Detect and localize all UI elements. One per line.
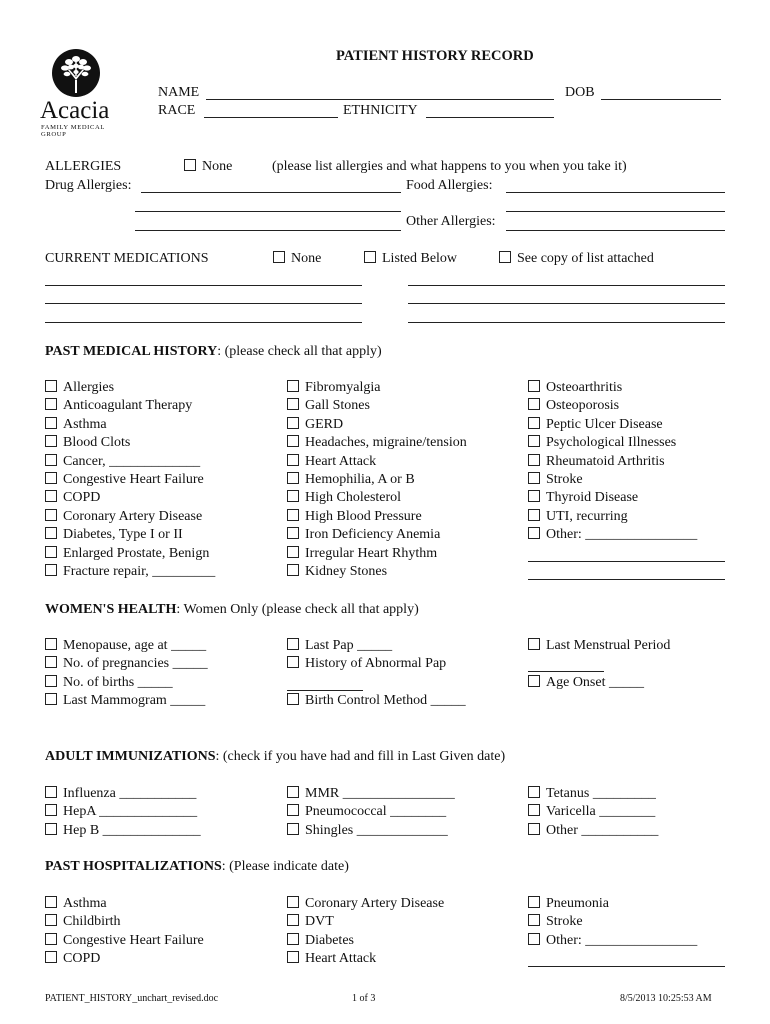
immunization-item[interactable] — [528, 822, 658, 840]
immunizations-column-3 — [528, 785, 658, 840]
immunization-item[interactable] — [287, 785, 455, 803]
checkbox[interactable] — [287, 546, 299, 558]
immunizations-column-2 — [287, 785, 455, 840]
pmh-item[interactable] — [287, 508, 467, 526]
checkbox[interactable] — [287, 490, 299, 502]
immunization-item[interactable] — [45, 822, 201, 840]
checkbox[interactable] — [273, 251, 285, 263]
item-label: MMR ________________ — [305, 786, 455, 801]
item-label: History of Abnormal Pap — [305, 656, 447, 672]
item-label: Anticoagulant Therapy — [63, 398, 193, 414]
checkbox[interactable] — [528, 638, 540, 650]
footer-filename: PATIENT_HISTORY_unchart_revised.doc — [45, 993, 219, 1004]
checkbox[interactable] — [45, 656, 57, 668]
pmh-item[interactable] — [287, 416, 467, 434]
pmh-item[interactable] — [287, 545, 467, 563]
logo-subtitle: FAMILY MEDICAL GROUP — [41, 124, 105, 138]
pmh-item[interactable] — [528, 489, 697, 507]
item-label: Heart Attack — [305, 453, 377, 469]
womens-item[interactable] — [287, 655, 446, 673]
item-label: Asthma — [63, 896, 107, 911]
option-label: None — [202, 159, 233, 174]
checkbox[interactable] — [528, 527, 540, 539]
item-label: Last Menstrual Period — [546, 638, 671, 653]
pmh-note: : (please check all that apply) — [217, 344, 382, 359]
allergies-heading: ALLERGIES — [45, 159, 122, 174]
item-label: Psychological Illnesses — [546, 435, 677, 451]
item-label: Diabetes — [305, 932, 354, 948]
name-field[interactable] — [206, 99, 554, 100]
womens-heading-row — [45, 601, 419, 619]
checkbox[interactable] — [528, 435, 540, 447]
checkbox[interactable] — [287, 693, 299, 705]
womens-column-2 — [287, 637, 446, 674]
item-label: Age Onset _____ — [546, 675, 644, 690]
checkbox[interactable] — [528, 472, 540, 484]
dob-field[interactable] — [601, 99, 721, 100]
option-label: Listed Below — [382, 251, 458, 266]
item-label: Tetanus _________ — [546, 786, 656, 801]
item-label: Cancer, _____________ — [63, 453, 201, 469]
item-label: Birth Control Method _____ — [305, 693, 466, 708]
ethnicity-label: ETHNICITY — [343, 103, 418, 118]
checkbox[interactable] — [184, 159, 196, 171]
item-label: Blood Clots — [63, 435, 131, 451]
pmh-item[interactable] — [528, 453, 697, 471]
immunization-item[interactable] — [528, 803, 658, 821]
checkbox[interactable] — [528, 804, 540, 816]
checkbox[interactable] — [287, 398, 299, 410]
last-period-date-line[interactable] — [528, 671, 604, 672]
item-label: Osteoarthritis — [546, 380, 623, 395]
hospitalizations-heading-row — [45, 858, 349, 876]
checkbox[interactable] — [45, 435, 57, 447]
checkbox[interactable] — [45, 546, 57, 558]
item-label: Last Mammogram _____ — [63, 693, 206, 709]
drug-allergies-label: Drug Allergies: — [45, 178, 132, 193]
drug-allergies-line-2[interactable] — [135, 211, 401, 212]
pmh-item[interactable] — [45, 453, 215, 471]
item-label: DVT — [305, 914, 334, 930]
item-label: No. of pregnancies _____ — [63, 656, 208, 672]
checkbox[interactable] — [528, 398, 540, 410]
pmh-heading-row — [45, 343, 382, 361]
pmh-item[interactable] — [287, 379, 467, 397]
checkbox[interactable] — [45, 490, 57, 502]
item-label: Gall Stones — [305, 398, 370, 414]
checkbox[interactable] — [528, 896, 540, 908]
hospitalization-item[interactable] — [287, 913, 444, 931]
other-allergies-label: Other Allergies: — [406, 214, 496, 229]
checkbox[interactable] — [45, 454, 57, 466]
immunization-item[interactable] — [287, 803, 455, 821]
pmh-item[interactable] — [287, 434, 467, 452]
item-label: Congestive Heart Failure — [63, 932, 204, 948]
immunization-item[interactable] — [287, 822, 455, 840]
checkbox[interactable] — [364, 251, 376, 263]
hospitalization-item[interactable] — [528, 932, 697, 950]
item-label: Irregular Heart Rhythm — [305, 545, 438, 561]
checkbox[interactable] — [528, 380, 540, 392]
pmh-item[interactable] — [45, 397, 215, 415]
item-label: Other: ________________ — [546, 932, 698, 948]
race-field[interactable] — [204, 117, 338, 118]
item-label: Varicella ________ — [546, 804, 656, 820]
hospitalizations-note: : (Please indicate date) — [221, 859, 349, 874]
checkbox[interactable] — [45, 933, 57, 945]
acacia-tree-icon — [38, 48, 123, 100]
checkbox[interactable] — [45, 527, 57, 539]
allergies-note: (please list allergies and what happens to you when you take it) — [272, 159, 627, 174]
item-label: Kidney Stones — [305, 564, 388, 580]
item-label: COPD — [63, 951, 101, 967]
pmh-item[interactable] — [45, 471, 215, 489]
item-label: Headaches, migraine/tension — [305, 435, 467, 451]
checkbox[interactable] — [287, 804, 299, 816]
pmh-item[interactable] — [528, 379, 697, 397]
checkbox[interactable] — [45, 914, 57, 926]
checkbox[interactable] — [528, 786, 540, 798]
checkbox[interactable] — [287, 823, 299, 835]
item-label: High Cholesterol — [305, 490, 402, 506]
checkbox[interactable] — [45, 417, 57, 429]
checkbox[interactable] — [45, 472, 57, 484]
immunizations-heading: ADULT IMMUNIZATIONS — [45, 749, 216, 764]
pmh-item[interactable] — [45, 545, 215, 563]
medications-none-option[interactable] — [273, 250, 321, 268]
allergies-none-option[interactable] — [184, 158, 232, 176]
item-label: Hep B ______________ — [63, 822, 201, 838]
checkbox[interactable] — [287, 435, 299, 447]
hospitalization-item[interactable] — [45, 913, 204, 931]
hospitalization-item[interactable] — [287, 950, 444, 968]
pmh-item[interactable] — [528, 508, 697, 526]
food-allergies-line-2[interactable] — [506, 211, 725, 212]
checkbox[interactable] — [528, 823, 540, 835]
pmh-item[interactable] — [287, 453, 467, 471]
pmh-item[interactable] — [287, 471, 467, 489]
item-label: Coronary Artery Disease — [305, 896, 445, 911]
hospitalization-item[interactable] — [45, 932, 204, 950]
immunization-item[interactable] — [45, 803, 201, 821]
checkbox[interactable] — [287, 509, 299, 521]
item-label: HepA ______________ — [63, 804, 198, 820]
checkbox[interactable] — [45, 398, 57, 410]
pmh-item[interactable] — [45, 489, 215, 507]
pmh-item[interactable] — [287, 397, 467, 415]
item-label: Hemophilia, A or B — [305, 472, 415, 488]
checkbox[interactable] — [45, 786, 57, 798]
hospitalization-item[interactable] — [287, 895, 444, 913]
checkbox[interactable] — [528, 914, 540, 926]
other-allergies-line[interactable] — [506, 230, 725, 231]
medications-copy-option[interactable] — [499, 250, 654, 268]
item-label: Menopause, age at _____ — [63, 638, 207, 653]
pmh-column-2 — [287, 379, 467, 581]
hospitalization-item[interactable] — [528, 913, 697, 931]
item-label: Thyroid Disease — [546, 490, 639, 506]
checkbox[interactable] — [287, 527, 299, 539]
checkbox[interactable] — [45, 693, 57, 705]
checkbox[interactable] — [287, 914, 299, 926]
item-label: Other ___________ — [546, 822, 659, 838]
checkbox[interactable] — [45, 896, 57, 908]
item-label: Coronary Artery Disease — [63, 508, 203, 524]
hospitalizations-heading: PAST HOSPITALIZATIONS — [45, 859, 222, 874]
checkbox[interactable] — [287, 656, 299, 668]
pmh-item[interactable] — [45, 526, 215, 544]
item-label: Shingles _____________ — [305, 822, 448, 838]
food-allergies-label: Food Allergies: — [406, 178, 493, 193]
item-label: Stroke — [546, 914, 583, 930]
checkbox[interactable] — [287, 951, 299, 963]
checkbox[interactable] — [287, 380, 299, 392]
medications-heading: CURRENT MEDICATIONS — [45, 251, 209, 266]
pmh-item[interactable] — [287, 563, 467, 581]
hospitalization-item[interactable] — [528, 895, 697, 913]
footer-page-number: 1 of 3 — [352, 993, 376, 1004]
pmh-item[interactable] — [528, 416, 697, 434]
item-label: Influenza ___________ — [63, 786, 197, 801]
womens-item[interactable] — [45, 637, 208, 655]
checkbox[interactable] — [45, 380, 57, 392]
race-label: RACE — [158, 103, 196, 118]
abnormal-pap-date-line[interactable] — [287, 690, 363, 691]
womens-item[interactable] — [528, 674, 644, 692]
checkbox[interactable] — [45, 823, 57, 835]
pmh-column-1 — [45, 379, 215, 581]
ethnicity-field[interactable] — [426, 117, 554, 118]
item-label: Congestive Heart Failure — [63, 472, 204, 488]
item-label: COPD — [63, 490, 101, 506]
womens-heading: WOMEN'S HEALTH — [45, 602, 177, 617]
immunization-item[interactable] — [528, 785, 658, 803]
medications-listed-option[interactable] — [364, 250, 457, 268]
item-label: Diabetes, Type I or II — [63, 527, 183, 543]
immunizations-column-1 — [45, 785, 201, 840]
checkbox[interactable] — [45, 564, 57, 576]
pmh-item[interactable] — [528, 434, 697, 452]
pmh-item[interactable] — [45, 379, 215, 397]
womens-column-1 — [45, 637, 208, 711]
item-label: Other: ________________ — [546, 527, 698, 543]
checkbox[interactable] — [287, 472, 299, 484]
hospitalizations-column-1 — [45, 895, 204, 969]
womens-note: : Women Only (please check all that apply) — [176, 602, 419, 617]
item-label: Osteoporosis — [546, 398, 620, 414]
womens-item[interactable] — [528, 637, 670, 655]
item-label: Childbirth — [63, 914, 121, 930]
pmh-item[interactable] — [287, 489, 467, 507]
hospitalization-item[interactable] — [45, 895, 204, 913]
pmh-item[interactable] — [45, 563, 215, 581]
medication-line[interactable] — [408, 303, 725, 304]
medication-line[interactable] — [45, 303, 362, 304]
option-label: None — [291, 251, 322, 266]
logo — [38, 48, 123, 138]
checkbox[interactable] — [287, 786, 299, 798]
pmh-heading: PAST MEDICAL HISTORY — [45, 344, 218, 359]
item-label: Pneumococcal ________ — [305, 804, 447, 820]
checkbox[interactable] — [287, 933, 299, 945]
checkbox[interactable] — [45, 638, 57, 650]
pmh-item[interactable] — [45, 416, 215, 434]
checkbox[interactable] — [45, 509, 57, 521]
hospitalizations-column-2 — [287, 895, 444, 969]
checkbox[interactable] — [528, 454, 540, 466]
item-label: Peptic Ulcer Disease — [546, 416, 663, 432]
checkbox[interactable] — [45, 951, 57, 963]
checkbox[interactable] — [287, 417, 299, 429]
item-label: Stroke — [546, 472, 583, 488]
drug-allergies-line-1[interactable] — [141, 192, 401, 193]
pmh-item[interactable] — [528, 471, 697, 489]
item-label: Fracture repair, _________ — [63, 564, 216, 580]
womens-item[interactable] — [45, 655, 208, 673]
pmh-item[interactable] — [287, 526, 467, 544]
item-label: UTI, recurring — [546, 508, 628, 524]
checkbox[interactable] — [528, 933, 540, 945]
checkbox[interactable] — [528, 509, 540, 521]
medication-line[interactable] — [45, 285, 362, 286]
page-title: PATIENT HISTORY RECORD — [336, 48, 534, 64]
pmh-item[interactable] — [45, 508, 215, 526]
item-label: No. of births _____ — [63, 674, 173, 690]
drug-allergies-line-3[interactable] — [135, 230, 401, 231]
dob-label: DOB — [565, 85, 595, 100]
womens-item[interactable] — [287, 692, 466, 710]
hospitalization-item[interactable] — [45, 950, 204, 968]
logo-name: Acacia — [40, 97, 110, 124]
pmh-item[interactable] — [528, 397, 697, 415]
food-allergies-line-1[interactable] — [506, 192, 725, 193]
checkbox[interactable] — [45, 804, 57, 816]
checkbox[interactable] — [528, 417, 540, 429]
item-label: Rheumatoid Arthritis — [546, 453, 665, 469]
pmh-column-3 — [528, 379, 697, 545]
medication-line[interactable] — [408, 322, 725, 323]
womens-item[interactable] — [45, 692, 208, 710]
pmh-item[interactable] — [528, 526, 697, 544]
immunizations-heading-row — [45, 748, 505, 766]
checkbox[interactable] — [45, 675, 57, 687]
womens-item[interactable] — [45, 674, 208, 692]
hospitalizations-column-3 — [528, 895, 697, 950]
option-label: See copy of list attached — [517, 251, 654, 266]
immunization-item[interactable] — [45, 785, 201, 803]
checkbox[interactable] — [287, 454, 299, 466]
hospitalization-item[interactable] — [287, 932, 444, 950]
medication-line[interactable] — [45, 322, 362, 323]
name-label: NAME — [158, 85, 200, 100]
item-label: Heart Attack — [305, 951, 377, 967]
footer-date: 8/5/2013 10:25:53 AM — [620, 993, 712, 1004]
immunizations-note: : (check if you have had and fill in Last Given date) — [215, 749, 506, 764]
checkbox[interactable] — [499, 251, 511, 263]
pmh-other-line-2[interactable] — [528, 561, 725, 562]
item-label: Iron Deficiency Anemia — [305, 527, 441, 543]
item-label: Asthma — [63, 416, 107, 432]
checkbox[interactable] — [287, 564, 299, 576]
checkbox[interactable] — [528, 490, 540, 502]
pmh-other-line-3[interactable] — [528, 579, 725, 580]
item-label: Enlarged Prostate, Benign — [63, 545, 210, 561]
checkbox[interactable] — [287, 638, 299, 650]
item-label: Last Pap _____ — [305, 638, 393, 653]
checkbox[interactable] — [528, 675, 540, 687]
item-label: Pneumonia — [546, 896, 609, 911]
checkbox[interactable] — [287, 896, 299, 908]
womens-item[interactable] — [287, 637, 446, 655]
item-label: Fibromyalgia — [305, 380, 381, 395]
medication-line[interactable] — [408, 285, 725, 286]
item-label: GERD — [305, 416, 344, 432]
hospitalization-other-line-2[interactable] — [528, 966, 725, 967]
item-label: High Blood Pressure — [305, 508, 422, 524]
item-label: Allergies — [63, 380, 115, 395]
pmh-item[interactable] — [45, 434, 215, 452]
